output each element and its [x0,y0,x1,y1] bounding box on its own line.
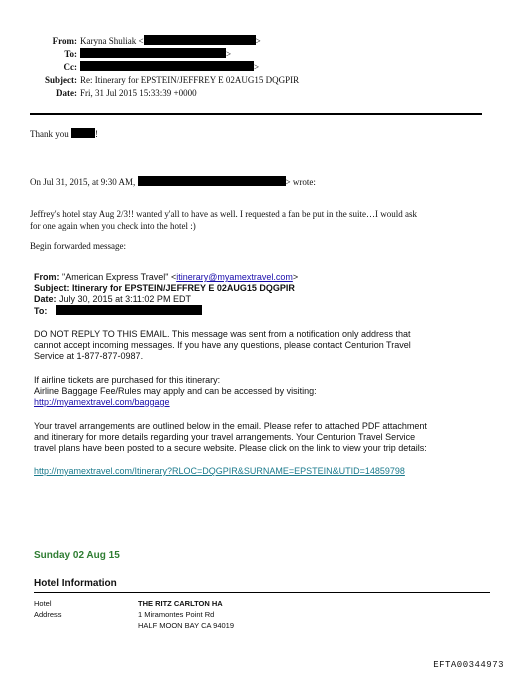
thank-you-suffix: ! [95,129,98,139]
hotel-section-title: Hotel Information [34,578,117,589]
baggage-link[interactable]: http://myamextravel.com/baggage [34,397,170,407]
wrote-suffix: > wrote: [285,177,316,187]
hotel-name: THE RITZ CARLTON HA [138,599,223,608]
no-reply-notice [34,329,504,362]
reply-body-line: for one again when you check into the hotel :) [30,221,196,231]
arrangements-line: Your travel arrangements are outlined below in the email. Please refer to attached PDF attachment [34,421,427,431]
itinerary-link[interactable]: http://myamextravel.com/Itinerary?RLOC=DQGPIR&SURNAME=EPSTEIN&UTID=14859798 [34,466,405,476]
baggage-line: Airline Baggage Fee/Rules may apply and can be accessed by visiting: [34,386,317,396]
from-close: > [255,36,261,46]
to-close: > [226,49,232,59]
subject-label: Subject: [45,75,77,85]
arrangements-line: and itinerary for more details regarding your travel arrangements. Your Centurion Travel Service [34,432,416,442]
date-label: Date: [56,88,77,98]
attribution-date: On Jul 31, 2015, at 9:30 AM, [30,177,136,187]
cc-label: Cc: [63,62,77,72]
address-line: 1 Miramontes Point Rd [138,610,215,619]
from-value [80,35,261,47]
fwd-subject-line [34,283,494,294]
forwarded-header [34,272,494,317]
fwd-subject-label: Subject: [34,283,70,293]
fwd-date-value: July 30, 2015 at 3:11:02 PM EDT [59,294,191,304]
fwd-date-label: Date: [34,294,57,304]
redaction-block [144,35,256,45]
from-label: From: [52,36,77,46]
fwd-subject-value: Itinerary for EPSTEIN/JEFFREY E 02AUG15 DQGPIR [72,283,295,293]
baggage-line: If airline tickets are purchased for this itinerary: [34,375,221,385]
fwd-to-label: To: [34,306,48,316]
hotel-values [138,598,234,631]
date-value: Fri, 31 Jul 2015 15:33:39 +0000 [80,88,197,98]
begin-forwarded: Begin forwarded message: [30,241,126,251]
reply-body-line: Jeffrey's hotel stay Aug 2/3!! wanted y'all to have as well. I requested a fan be put in the suite…I would ask [30,209,417,219]
fwd-from-email-link[interactable]: itinerary@myamextravel.com [176,272,293,282]
notice-line: DO NOT REPLY TO THIS EMAIL. This message was sent from a notification only address that [34,329,411,339]
itinerary-link-wrap [34,466,405,477]
fwd-from-close: > [292,272,299,282]
day-heading: Sunday 02 Aug 15 [34,550,120,561]
redaction-block [56,305,202,315]
redaction-block [80,48,226,58]
from-name: Karyna Shuliak < [80,36,144,46]
thank-you-line [30,128,98,140]
section-divider [34,592,490,593]
cc-value [80,61,259,73]
reply-body [30,208,500,232]
redaction-block [138,176,286,186]
quoted-attribution [30,176,316,188]
fwd-to-line [34,305,494,317]
address-label: Address [34,610,62,619]
hotel-label: Hotel [34,599,52,608]
redaction-block [71,128,95,138]
subject-value: Re: Itinerary for EPSTEIN/JEFFREY E 02AUG15 DQGPIR [80,75,300,85]
to-value [80,48,231,60]
arrangements-line: travel plans have been posted to a secure website. Please click on the link to view your trip details: [34,443,427,453]
fwd-from-label: From: [34,272,60,282]
fwd-from-line [34,272,494,283]
document-id: EFTA00344973 [433,660,504,670]
thank-you-text: Thank you [30,129,69,139]
address-line: HALF MOON BAY CA 94019 [138,621,235,630]
to-label: To: [64,49,77,59]
redaction-block [80,61,254,71]
header-divider [30,113,482,115]
arrangements-section [34,421,504,454]
notice-line: Service at 1-877-877-0987. [34,351,144,361]
notice-line: cannot accept incoming messages. If you have any questions, please contact Centurion Travel [34,340,411,350]
hotel-labels [34,598,62,620]
fwd-date-line [34,294,494,305]
baggage-section [34,375,504,408]
email-header [0,35,512,103]
fwd-from-value: "American Express Travel" < [62,272,177,282]
cc-close: > [254,62,260,72]
